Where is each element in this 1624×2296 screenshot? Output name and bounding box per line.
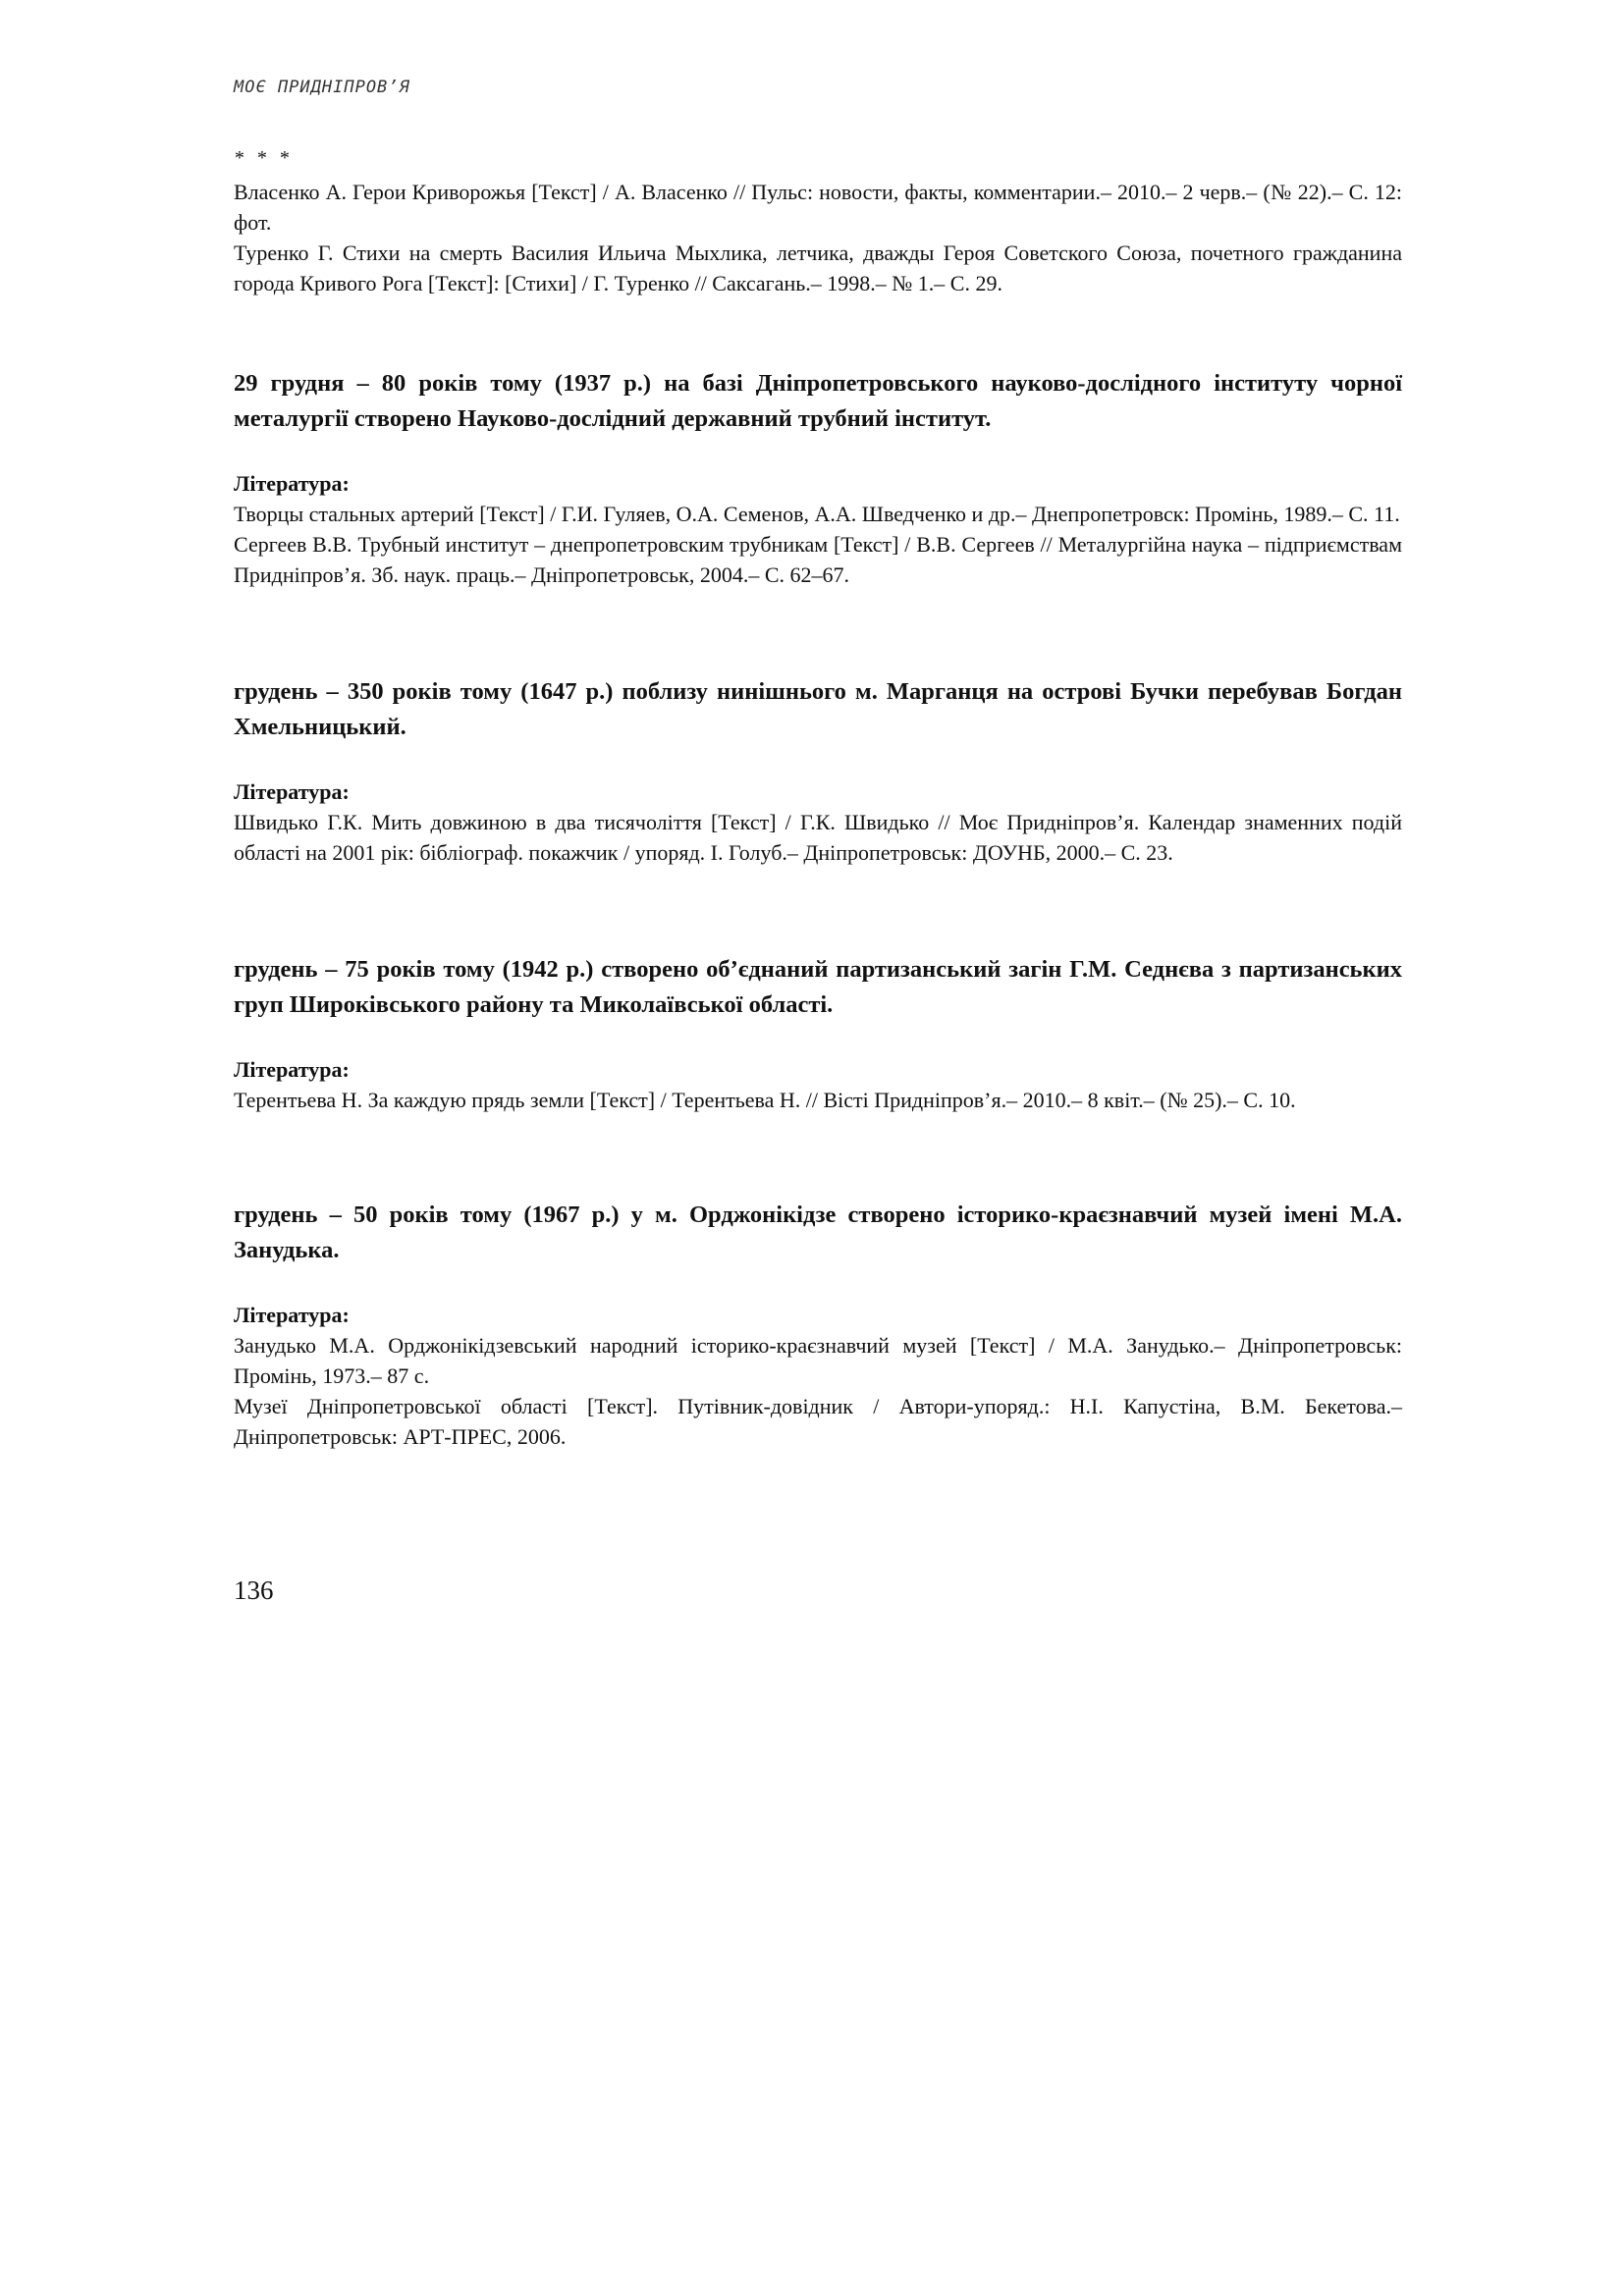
section-separator: * * *	[234, 147, 293, 169]
literature-label: Література:	[234, 471, 350, 496]
bibliography-entry: Творцы стальных артерий [Текст] / Г.И. Гуляев, О.А. Семенов, А.А. Шведченко и др.– Днепропетровск: Промінь, 1989.– С. 11.	[234, 502, 1400, 526]
bibliography-entry: Швидько Г.К. Мить довжиною в два тисячоліття [Текст] / Г.К. Швидько // Моє Придніпров’я. Календар знаменних подій області на 2001 рік: бібліограф. покажчик / упоряд. І. Голуб.– Дніпропетровськ: ДОУНБ, 2000.– С. 23.	[234, 810, 1402, 865]
event-heading: 29 грудня – 80 років тому (1937 р.) на базі Дніпропетровського науково-дослідного інституту чорної металургії створено Науково-дослідний державний трубний інститут.	[234, 370, 1402, 432]
event-heading: грудень – 350 років тому (1647 р.) поблизу нинішнього м. Марганця на острові Бучки перебував Богдан Хмельницький.	[234, 678, 1402, 740]
document-page	[234, 0, 1402, 2296]
running-header: МОЄ ПРИДНІПРОВ’Я	[234, 78, 410, 97]
bibliography-entry: Музеї Дніпропетровської області [Текст]. Путівник-довідник / Автори-упоряд.: Н.І. Капустіна, В.М. Бекетова.– Дніпропетровськ: АРТ-ПРЕС, 2006.	[234, 1394, 1402, 1449]
bibliography-entry: Терентьева Н. За каждую прядь земли [Текст] / Терентьева Н. // Вісті Придніпров’я.– 2010.– 8 квіт.– (№ 25).– С. 10.	[234, 1088, 1296, 1112]
event-section	[234, 366, 1402, 590]
literature-label: Література:	[234, 1057, 350, 1082]
event-section	[234, 1198, 1402, 1452]
top-entries	[234, 177, 1402, 298]
event-heading: грудень – 50 років тому (1967 р.) у м. Орджонікідзе створено історико-краєзнавчий музей імені М.А. Занудька.	[234, 1201, 1402, 1263]
bibliography-entry: Занудько М.А. Орджонікідзевський народний історико-краєзнавчий музей [Текст] / М.А. Занудько.– Дніпропетровськ: Промінь, 1973.– 87 с.	[234, 1333, 1402, 1388]
event-heading: грудень – 75 років тому (1942 р.) створено об’єднаний партизанський загін Г.М. Седнєва з партизанських груп Широківського району та Миколаївської області.	[234, 956, 1402, 1018]
literature-label: Література:	[234, 1303, 350, 1327]
bibliography-entry: Туренко Г. Стихи на смерть Василия Ильича Мыхлика, летчика, дважды Героя Советского Союза, почетного гражданина города Кривого Рога [Текст]: [Стихи] / Г. Туренко // Саксагань.– 1998.– № 1.– С. 29.	[234, 240, 1402, 295]
event-section	[234, 952, 1402, 1115]
bibliography-entry: Сергеев В.В. Трубный институт – днепропетровским трубникам [Текст] / В.В. Сергеев // Металургійна наука – підприємствам Придніпров’я. Зб. наук. праць.– Дніпропетровськ, 2004.– С. 62–67.	[234, 532, 1402, 587]
literature-label: Література:	[234, 779, 350, 804]
bibliography-entry: Власенко А. Герои Криворожья [Текст] / А. Власенко // Пульс: новости, факты, комментарии.– 2010.– 2 черв.– (№ 22).– С. 12: фот.	[234, 180, 1402, 235]
page-number: 136	[234, 1575, 274, 1605]
event-section	[234, 674, 1402, 868]
